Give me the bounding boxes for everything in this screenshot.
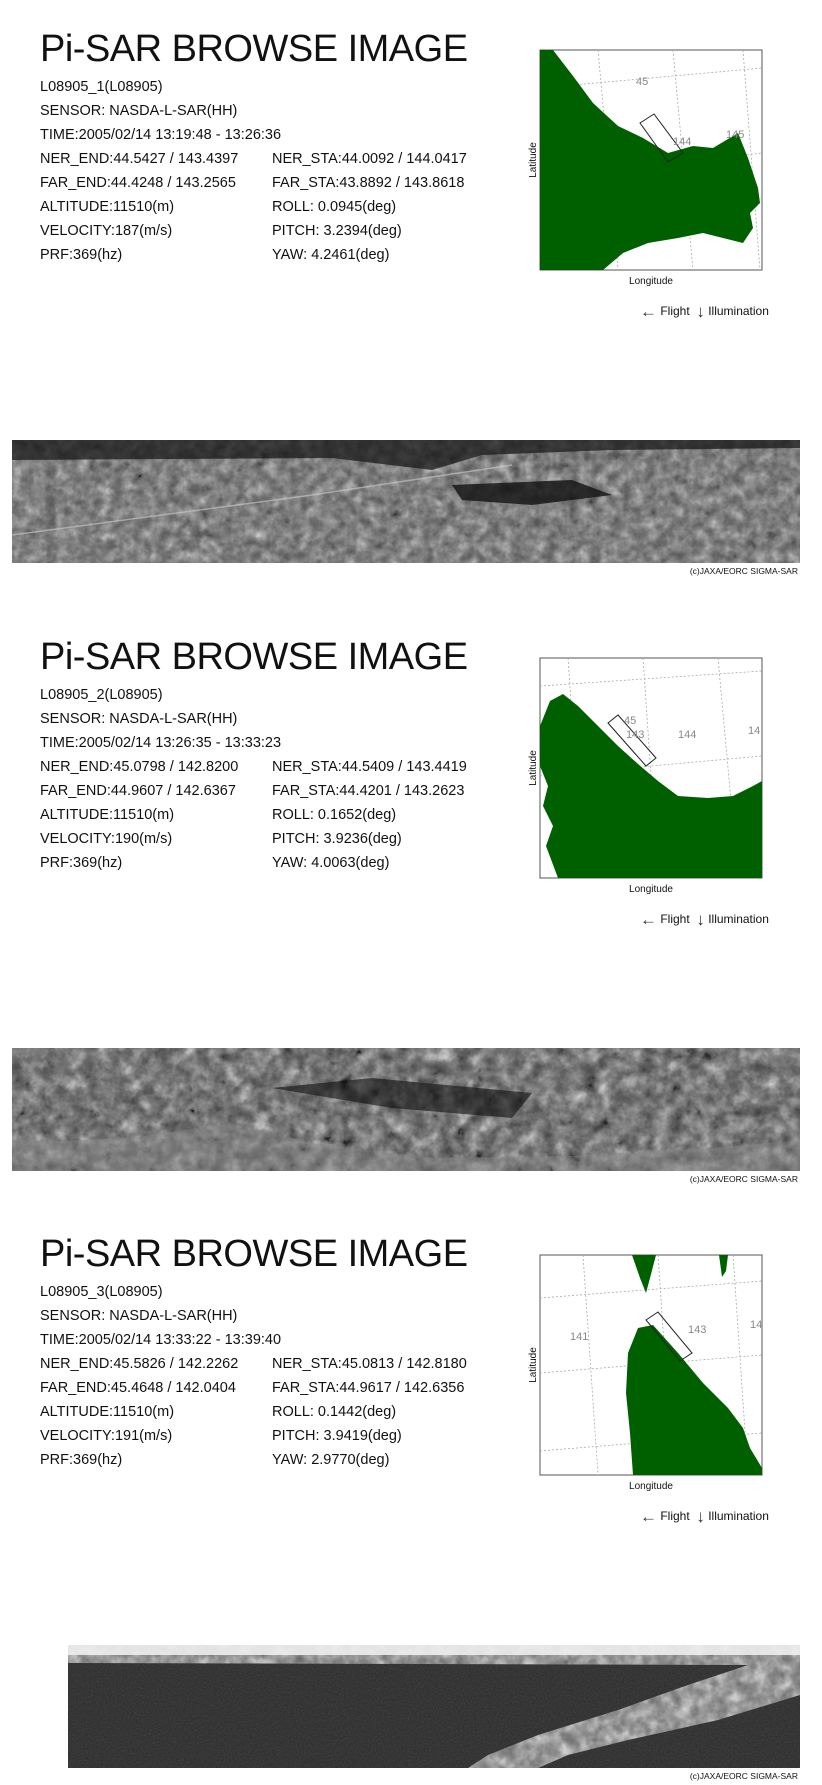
sensor: SENSOR: NASDA-L-SAR(HH) — [40, 1308, 238, 1324]
map-grid-label: 45 — [636, 76, 649, 88]
location-map — [528, 646, 768, 896]
flight-label: Flight — [660, 1509, 690, 1523]
pitch: PITCH: 3.9419(deg) — [272, 1428, 402, 1444]
panel-title: Pi-SAR BROWSE IMAGE — [40, 28, 468, 70]
flight-label: Flight — [660, 912, 690, 926]
x-axis-label: Longitude — [629, 884, 673, 895]
velocity: VELOCITY:187(m/s) — [40, 223, 173, 239]
prf: PRF:369(hz) — [40, 1452, 123, 1468]
y-axis-label: Latitude — [528, 1347, 539, 1383]
illumination-label: Illumination — [708, 304, 769, 318]
roll: ROLL: 0.1652(deg) — [272, 807, 397, 823]
roll: ROLL: 0.1442(deg) — [272, 1404, 397, 1420]
map-grid-label: 144 — [678, 729, 697, 741]
ner-sta: NER_STA:44.0092 / 144.0417 — [272, 151, 467, 167]
ner-end: NER_END:45.5826 / 142.2262 — [40, 1356, 239, 1372]
yaw: YAW: 2.9770(deg) — [272, 1452, 390, 1468]
prf: PRF:369(hz) — [40, 247, 123, 263]
map-grid-label: 14 — [750, 1319, 763, 1331]
x-axis-label: Longitude — [629, 276, 673, 287]
direction-legend — [640, 1507, 769, 1527]
sar-image-strip — [12, 440, 800, 563]
time-range: TIME:2005/02/14 13:33:22 - 13:39:40 — [40, 1332, 282, 1348]
altitude: ALTITUDE:11510(m) — [40, 1404, 175, 1420]
panel-title: Pi-SAR BROWSE IMAGE — [40, 1233, 468, 1275]
velocity: VELOCITY:190(m/s) — [40, 831, 173, 847]
scene-id: L08905_2(L08905) — [40, 687, 163, 703]
sar-image-strip — [68, 1645, 800, 1768]
sensor: SENSOR: NASDA-L-SAR(HH) — [40, 711, 238, 727]
map-grid-label: 141 — [570, 1331, 589, 1343]
ner-sta: NER_STA:44.5409 / 143.4419 — [272, 759, 467, 775]
far-sta: FAR_STA:44.4201 / 143.2623 — [272, 783, 465, 799]
panel-title: Pi-SAR BROWSE IMAGE — [40, 636, 468, 678]
scene-id: L08905_1(L08905) — [40, 79, 163, 95]
location-map — [528, 38, 768, 288]
scene-id: L08905_3(L08905) — [40, 1284, 163, 1300]
direction-legend — [640, 302, 769, 322]
pitch: PITCH: 3.9236(deg) — [272, 831, 402, 847]
sar-image-strip — [12, 1048, 800, 1171]
map-grid-label: 145 — [726, 129, 745, 141]
ner-end: NER_END:44.5427 / 143.4397 — [40, 151, 239, 167]
map-grid-label: 143 — [688, 1324, 707, 1336]
arrow-down-icon: ↓ — [696, 910, 705, 929]
far-end: FAR_END:44.9607 / 142.6367 — [40, 783, 236, 799]
sensor: SENSOR: NASDA-L-SAR(HH) — [40, 103, 238, 119]
prf: PRF:369(hz) — [40, 855, 123, 871]
map-grid-label: 45 — [624, 715, 637, 727]
altitude: ALTITUDE:11510(m) — [40, 807, 175, 823]
time-range: TIME:2005/02/14 13:26:35 - 13:33:23 — [40, 735, 282, 751]
map-grid-label: 14 — [748, 725, 761, 737]
y-axis-label: Latitude — [528, 142, 539, 178]
credit-text: (c)JAXA/EORC SIGMA-SAR — [689, 1174, 798, 1184]
time-range: TIME:2005/02/14 13:19:48 - 13:26:36 — [40, 127, 282, 143]
arrow-down-icon: ↓ — [696, 302, 705, 321]
altitude: ALTITUDE:11510(m) — [40, 199, 175, 215]
roll: ROLL: 0.0945(deg) — [272, 199, 397, 215]
far-end: FAR_END:45.4648 / 142.0404 — [40, 1380, 236, 1396]
location-map — [528, 1243, 768, 1493]
yaw: YAW: 4.0063(deg) — [272, 855, 390, 871]
arrow-left-icon: ← — [640, 302, 657, 321]
yaw: YAW: 4.2461(deg) — [272, 247, 390, 263]
illumination-label: Illumination — [708, 1509, 769, 1523]
velocity: VELOCITY:191(m/s) — [40, 1428, 173, 1444]
ner-sta: NER_STA:45.0813 / 142.8180 — [272, 1356, 467, 1372]
illumination-label: Illumination — [708, 912, 769, 926]
arrow-left-icon: ← — [640, 910, 657, 929]
direction-legend — [640, 910, 769, 930]
flight-label: Flight — [660, 304, 690, 318]
y-axis-label: Latitude — [528, 750, 539, 786]
credit-text: (c)JAXA/EORC SIGMA-SAR — [689, 566, 798, 576]
arrow-down-icon: ↓ — [696, 1507, 705, 1526]
map-grid-label: 144 — [673, 136, 692, 148]
x-axis-label: Longitude — [629, 1481, 673, 1492]
map-grid-label: 143 — [626, 729, 645, 741]
pitch: PITCH: 3.2394(deg) — [272, 223, 402, 239]
far-end: FAR_END:44.4248 / 143.2565 — [40, 175, 236, 191]
ner-end: NER_END:45.0798 / 142.8200 — [40, 759, 239, 775]
far-sta: FAR_STA:43.8892 / 143.8618 — [272, 175, 465, 191]
arrow-left-icon: ← — [640, 1507, 657, 1526]
credit-text: (c)JAXA/EORC SIGMA-SAR — [689, 1771, 798, 1781]
far-sta: FAR_STA:44.9617 / 142.6356 — [272, 1380, 465, 1396]
